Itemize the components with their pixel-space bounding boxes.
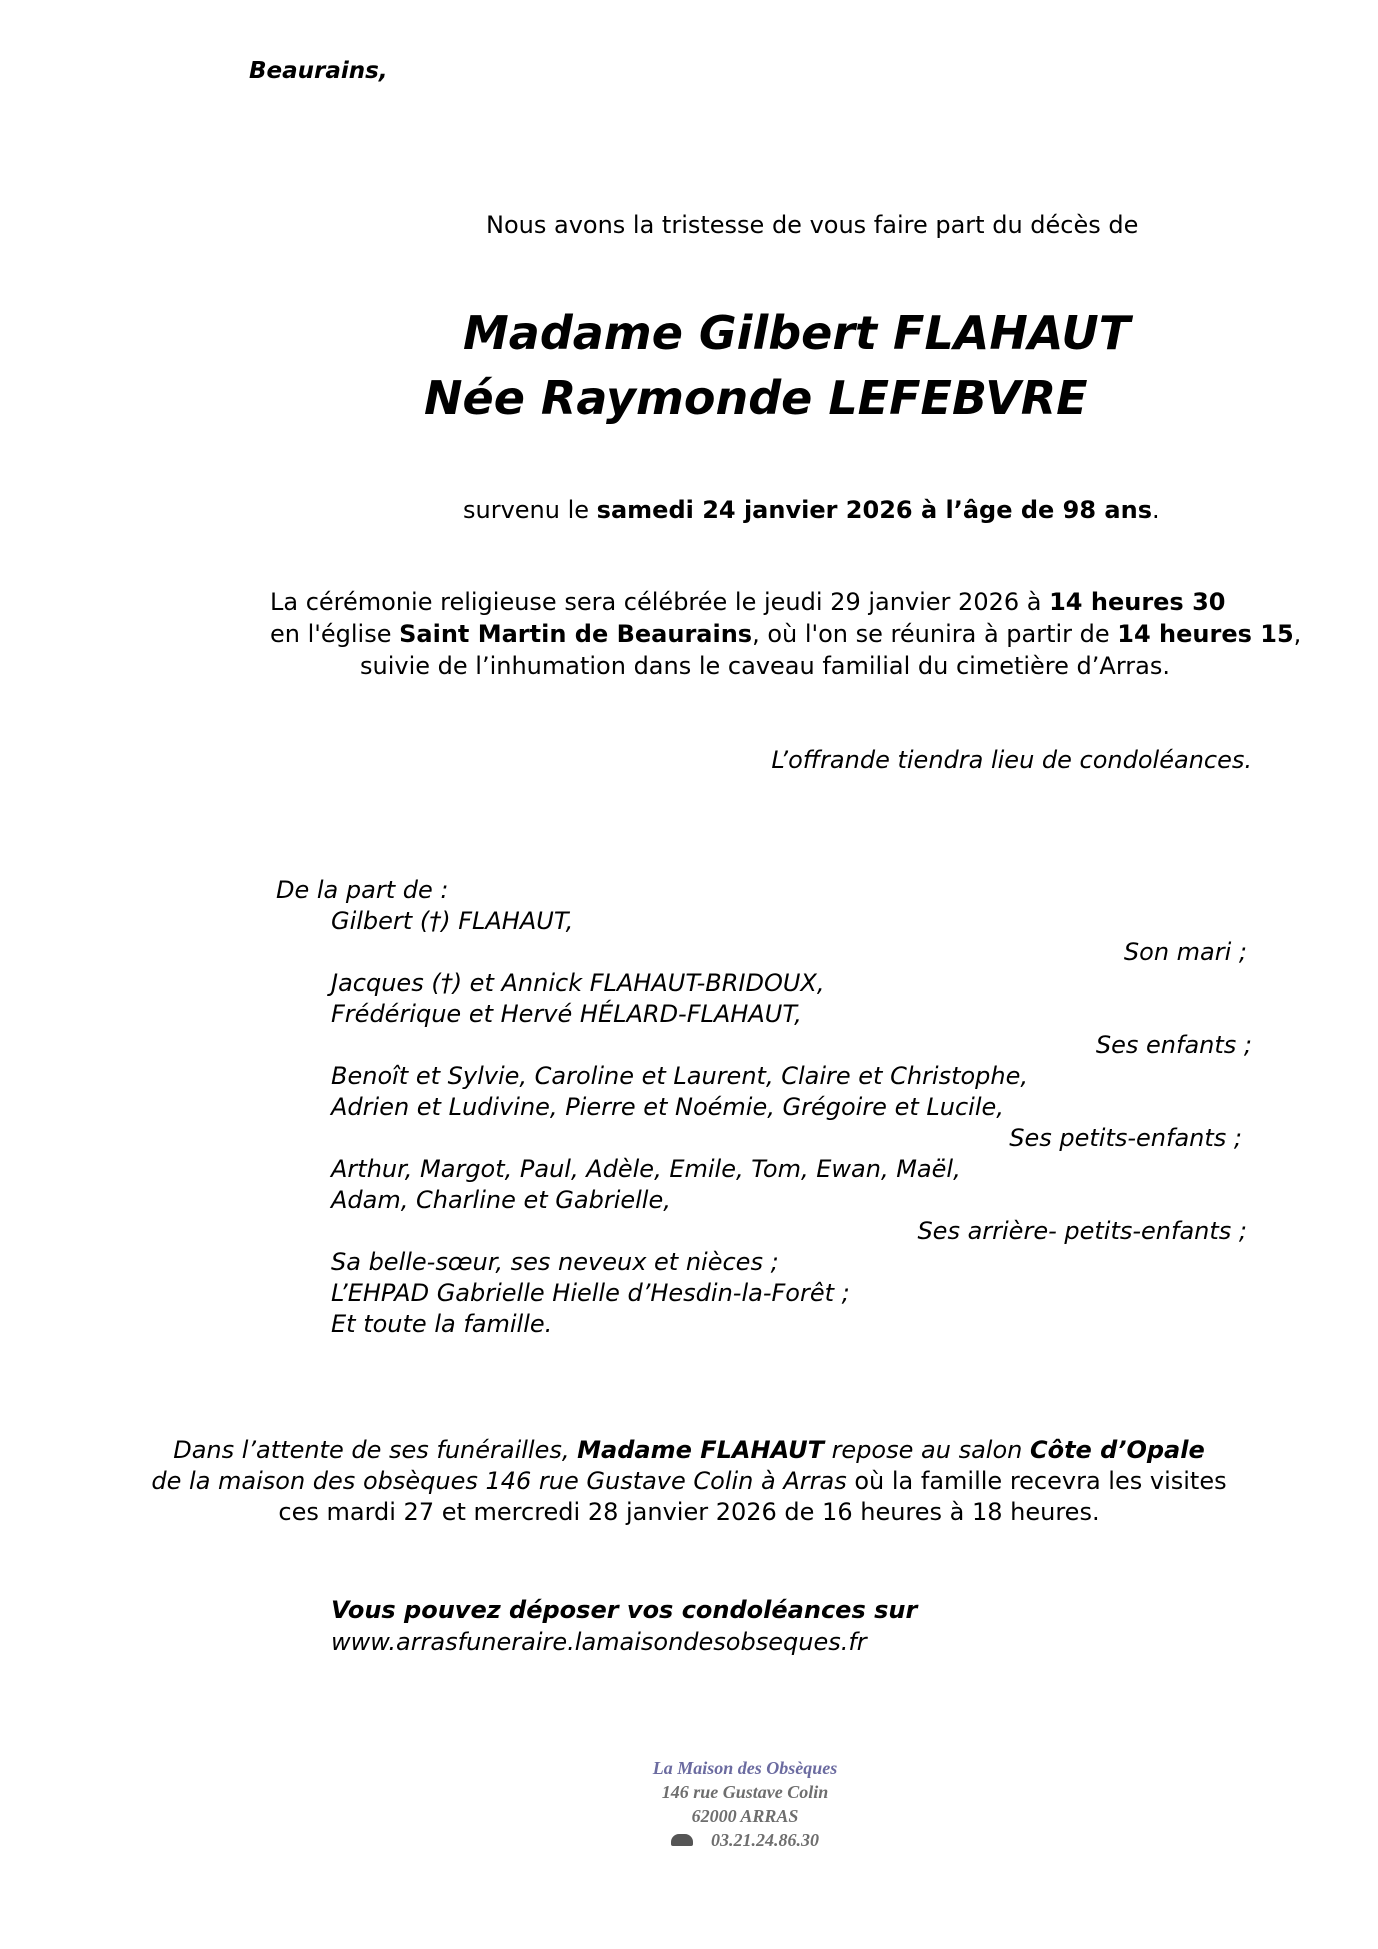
condolences-url[interactable]: www.arrasfuneraire.lamaisondesobseques.fr bbox=[331, 1628, 867, 1656]
visitation-line-2 bbox=[0, 1467, 1378, 1495]
intro-text: Nous avons la tristesse de vous faire part du décès de bbox=[486, 211, 1139, 239]
visitation-address: de la maison des obsèques 146 rue Gustave Colin à Arras bbox=[151, 1467, 847, 1495]
gathering-text: , où l'on se réunira à partir de bbox=[752, 620, 1118, 648]
phone-icon bbox=[671, 1834, 693, 1846]
footer-street: 146 rue Gustave Colin bbox=[661, 1782, 829, 1802]
offering-note: L’offrande tiendra lieu de condoléances. bbox=[771, 746, 1252, 774]
footer-city: 62000 ARRAS bbox=[691, 1806, 799, 1826]
children-relation: Ses enfants ; bbox=[1095, 1031, 1252, 1059]
footer-phone-line bbox=[0, 1830, 1378, 1851]
ceremony-line-2 bbox=[270, 620, 1301, 648]
ceremony-line-1 bbox=[270, 588, 1225, 616]
husband-relation: Son mari ; bbox=[1123, 938, 1247, 966]
children-line-1: Jacques (†) et Annick FLAHAUT-BRIDOUX, bbox=[331, 969, 825, 997]
ceremony-time: 14 heures 30 bbox=[1049, 588, 1226, 616]
ceremony-line-2-end: , bbox=[1293, 620, 1302, 648]
visitation-intro: Dans l’attente de ses funérailles, bbox=[173, 1436, 578, 1464]
grandchildren-line-1: Benoît et Sylvie, Caroline et Laurent, Claire et Christophe, bbox=[331, 1062, 1029, 1090]
visitation-line-1 bbox=[0, 1436, 1378, 1464]
family-header: De la part de : bbox=[276, 876, 449, 904]
visitation-salon-text: repose au salon bbox=[823, 1436, 1030, 1464]
salon-name: Côte d’Opale bbox=[1029, 1436, 1205, 1464]
visitation-line-3: ces mardi 27 et mercredi 28 janvier 2026 de 16 heures à 18 heures. bbox=[278, 1498, 1100, 1526]
great-grandchildren-relation: Ses arrière- petits-enfants ; bbox=[917, 1217, 1247, 1245]
other-family-line-1: Sa belle-sœur, ses neveux et nièces ; bbox=[331, 1248, 779, 1276]
place-name: Beaurains, bbox=[249, 58, 388, 84]
great-grandchildren-line-1: Arthur, Margot, Paul, Adèle, Emile, Tom, Ewan, Maël, bbox=[331, 1155, 961, 1183]
gathering-time: 14 heures 15 bbox=[1117, 620, 1294, 648]
death-prefix: survenu le bbox=[463, 496, 597, 524]
other-family-line-2: L’EHPAD Gabrielle Hielle d’Hesdin-la-Forêt ; bbox=[331, 1279, 850, 1307]
children-line-2: Frédérique et Hervé HÉLARD-FLAHAUT, bbox=[331, 1000, 802, 1028]
death-suffix: . bbox=[1152, 496, 1160, 524]
ceremony-text: La cérémonie religieuse sera célébrée le jeudi 29 janvier 2026 à bbox=[270, 588, 1050, 616]
grandchildren-line-2: Adrien et Ludivine, Pierre et Noémie, Grégoire et Lucile, bbox=[331, 1093, 1004, 1121]
deceased-birth-name: Née Raymonde LEFEBVRE bbox=[424, 371, 1088, 425]
great-grandchildren-line-2: Adam, Charline et Gabrielle, bbox=[331, 1186, 671, 1214]
grandchildren-relation: Ses petits-enfants ; bbox=[1009, 1124, 1242, 1152]
death-line bbox=[463, 496, 1160, 524]
deceased-name: Madame Gilbert FLAHAUT bbox=[463, 306, 1131, 360]
burial-line: suivie de l’inhumation dans le caveau familial du cimetière d’Arras. bbox=[360, 652, 1170, 680]
condolences-title: Vous pouvez déposer vos condoléances sur bbox=[331, 1596, 918, 1624]
church-name: Saint Martin de Beaurains bbox=[399, 620, 753, 648]
other-family-line-3: Et toute la famille. bbox=[331, 1310, 553, 1338]
husband-name: Gilbert (†) FLAHAUT, bbox=[331, 907, 574, 935]
church-prefix: en l'église bbox=[270, 620, 400, 648]
visitation-deceased: Madame FLAHAUT bbox=[577, 1436, 824, 1464]
footer-company: La Maison des Obsèques bbox=[652, 1758, 838, 1778]
death-details: samedi 24 janvier 2026 à l’âge de 98 ans bbox=[596, 496, 1152, 524]
visitation-family-text: où la famille recevra les visites bbox=[846, 1467, 1227, 1495]
footer-phone: 03.21.24.86.30 bbox=[711, 1830, 819, 1850]
